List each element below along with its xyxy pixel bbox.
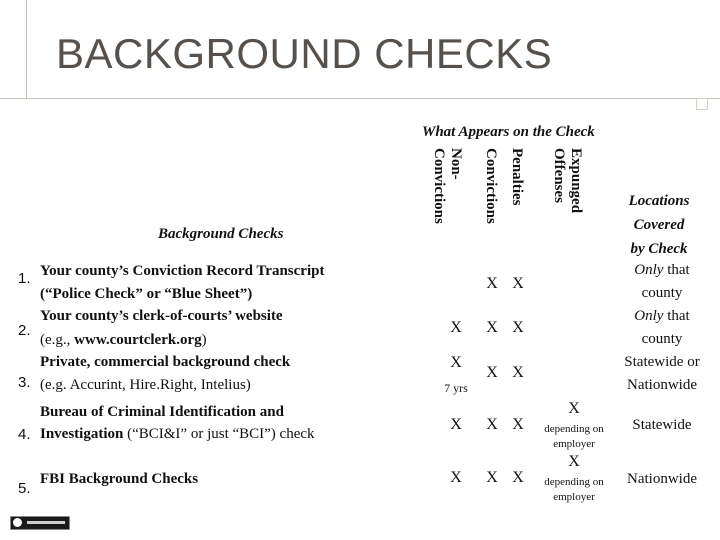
row-number: 5. xyxy=(18,480,31,497)
column-header-expunged: Expunged Offenses xyxy=(551,148,584,214)
row-number: 2. xyxy=(18,322,31,339)
row-5-expunged-mark: X xyxy=(568,453,580,470)
column-header-convictions: Convictions xyxy=(483,148,499,224)
row-2-locations-text: that county xyxy=(641,308,690,347)
row-1-convictions-mark: X xyxy=(486,275,498,292)
creative-commons-icon xyxy=(10,516,70,530)
row-4-expunged-note: depending on employer xyxy=(544,423,604,450)
row-3-non-convictions-mark: X xyxy=(450,354,462,371)
row-4-line-2 xyxy=(40,423,315,446)
row-1-locations-text: that county xyxy=(641,262,690,301)
row-3-convictions-mark: X xyxy=(486,364,498,381)
row-2-line-1: Your county’s clerk-of-courts’ website xyxy=(40,308,283,324)
row-4-non-convictions-mark: X xyxy=(450,416,462,433)
cc-bar xyxy=(27,521,65,524)
row-5-convictions-mark: X xyxy=(486,469,498,486)
row-1-locations-emphasis: Only xyxy=(634,262,664,278)
what-appears-header: What Appears on the Check xyxy=(422,124,595,140)
row-3-line-2: (e.g. Accurint, Hire.Right, Intelius) xyxy=(40,377,251,393)
row-3-locations: Statewide or Nationwide xyxy=(624,354,700,393)
row-2-line-2-prefix: (e.g., xyxy=(40,332,75,348)
row-number: 4. xyxy=(18,426,31,443)
row-4-line-2-rest: (“BCI&I” or just “BCI”) check xyxy=(123,426,315,442)
row-1-line-2: (“Police Check” or “Blue Sheet”) xyxy=(40,286,253,302)
row-4-expunged-mark: X xyxy=(568,400,580,417)
column-header-non-convictions: Non- Convictions xyxy=(431,148,464,224)
row-5-penalties-mark: X xyxy=(512,469,524,486)
row-2-website-link[interactable]: www.courtclerk.org xyxy=(74,332,202,348)
row-number: 3. xyxy=(18,374,31,391)
row-2-line-2-suffix: ) xyxy=(201,332,207,348)
row-2-locations-emphasis: Only xyxy=(634,308,664,324)
row-2-convictions-mark: X xyxy=(486,319,498,336)
row-2-penalties-mark: X xyxy=(512,319,524,336)
page-title: BACKGROUND CHECKS xyxy=(56,30,553,77)
row-4-convictions-mark: X xyxy=(486,416,498,433)
row-3-non-convictions-note: 7 yrs xyxy=(444,381,468,395)
row-5-locations: Nationwide xyxy=(627,471,697,487)
row-4-line-2-bold: Investigation xyxy=(40,426,124,442)
row-1-penalties-mark: X xyxy=(512,275,524,292)
row-2-line-2 xyxy=(40,329,207,352)
column-header-penalties: Penalties xyxy=(509,148,525,206)
row-5-non-convictions-mark: X xyxy=(450,469,462,486)
row-1-locations xyxy=(610,259,714,305)
row-1-line-1: Your county’s Conviction Record Transcript xyxy=(40,263,325,279)
row-3-penalties-mark: X xyxy=(512,364,524,381)
row-4-line-1: Bureau of Criminal Identification and xyxy=(40,404,284,420)
background-checks-header: Background Checks xyxy=(158,226,284,242)
row-5-line-1: FBI Background Checks xyxy=(40,471,199,487)
row-2-locations xyxy=(610,305,714,351)
row-number: 1. xyxy=(18,270,31,287)
row-4-penalties-mark: X xyxy=(512,416,524,433)
decorative-vertical-rule xyxy=(26,0,27,98)
cc-circle xyxy=(13,518,22,527)
row-3-line-1: Private, commercial background check xyxy=(40,354,291,370)
column-header-locations: Locations Covered by Check xyxy=(628,193,690,257)
decorative-horizontal-rule xyxy=(0,98,720,99)
decorative-corner-square xyxy=(696,98,708,110)
row-2-non-convictions-mark: X xyxy=(450,319,462,336)
row-4-locations: Statewide xyxy=(632,417,692,433)
row-5-expunged-note: depending on employer xyxy=(544,476,604,503)
